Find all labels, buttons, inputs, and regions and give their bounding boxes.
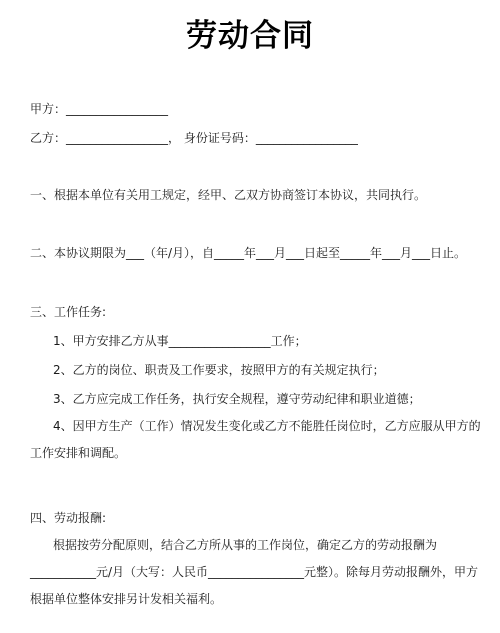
- section-3-item-2: 2、乙方的岗位、职责及工作要求，按照甲方的有关规定执行；: [53, 363, 385, 377]
- party-a-line: 甲方：_________________: [30, 102, 169, 116]
- section-4-body: 根据按劳分配原则，结合乙方所从事的工作岗位，确定乙方的劳动报酬为___________元/月（大写：人民币________________元整）。除每月劳动报酬外，甲方根据单位整体安排另计发相关福利。: [30, 538, 479, 606]
- section-3-item-1: 1、甲方安排乙方从事_________________工作；: [53, 334, 307, 348]
- section-4-heading: 四、劳动报酬:: [30, 511, 107, 525]
- section-3-item-4: 4、因甲方生产（工作）情况发生变化或乙方不能胜任岗位时，乙方应服从甲方的工作安排和调配。: [30, 419, 481, 460]
- document-title: 劳动合同: [186, 18, 314, 54]
- clause-1: 一、根据本单位有关用工规定，经甲、乙双方协商签订本协议，共同执行。: [30, 188, 427, 202]
- party-b-line: 乙方：_________________， 身份证号码：_________________: [30, 131, 358, 145]
- section-3-item-3: 3、乙方应完成工作任务，执行安全规程，遵守劳动纪律和职业道德；: [53, 392, 421, 406]
- section-3-heading: 三、工作任务:: [30, 305, 107, 319]
- clause-2: 二、本协议期限为___（年/月），自_____年___月___日起至_____年___月___日止。: [30, 246, 467, 260]
